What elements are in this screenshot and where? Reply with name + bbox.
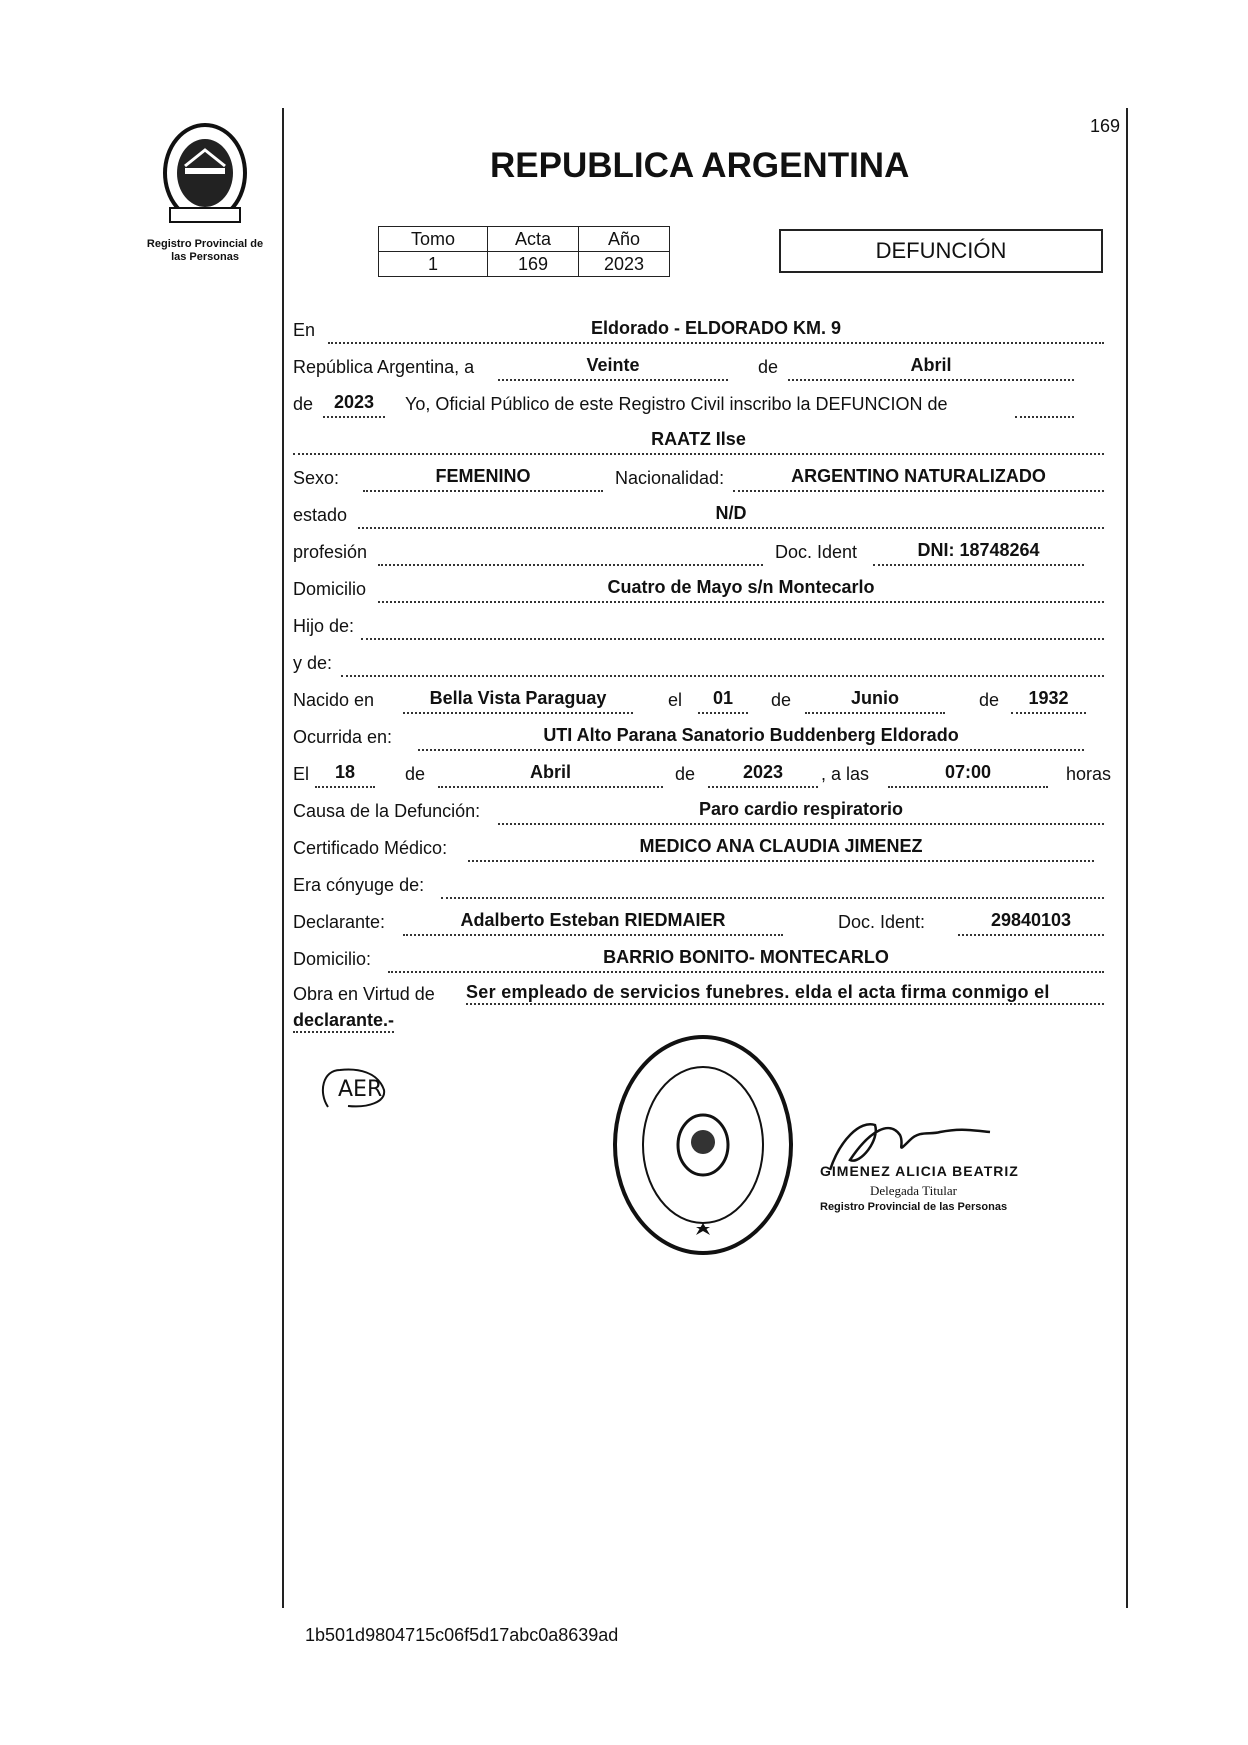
yde-label: y de: bbox=[293, 653, 333, 673]
acta-value: 169 bbox=[488, 252, 579, 277]
decl-doc-label: Doc. Ident: bbox=[838, 912, 926, 932]
el-death-label: El bbox=[293, 764, 310, 784]
declarante-label: Declarante: bbox=[293, 912, 386, 932]
yo-text: Yo, Oficial Público de este Registro Civil inscribo la DEFUNCION de bbox=[405, 394, 948, 414]
obra-label: Obra en Virtud de bbox=[293, 984, 435, 1004]
row-en bbox=[293, 318, 1104, 348]
row-declarante bbox=[293, 910, 1104, 940]
obra-value: Ser empleado de servicios funebres. elda el acta firma conmigo el bbox=[466, 982, 1104, 1005]
sexo-label: Sexo: bbox=[293, 468, 340, 488]
registry-caption: Registro Provincial de las Personas bbox=[146, 238, 264, 263]
domicilio2-label: Domicilio: bbox=[293, 949, 372, 969]
nacido-label: Nacido en bbox=[293, 690, 375, 710]
domicilio-label: Domicilio bbox=[293, 579, 367, 599]
row-conyuge bbox=[293, 873, 1104, 903]
republica-label: República Argentina, a bbox=[293, 357, 475, 377]
death-day-value: 18 bbox=[334, 762, 356, 782]
causa-label: Causa de la Defunción: bbox=[293, 801, 481, 821]
row-obra bbox=[293, 982, 1104, 1012]
row-causa bbox=[293, 799, 1104, 829]
month-value: Abril bbox=[910, 355, 952, 375]
row-name bbox=[293, 429, 1104, 459]
row-yde bbox=[293, 651, 1104, 681]
signer-role: Delegada Titular bbox=[870, 1183, 958, 1198]
estado-label: estado bbox=[293, 505, 348, 525]
row-yo bbox=[293, 392, 1104, 422]
right-border-line bbox=[1126, 108, 1128, 1608]
row-nacido bbox=[293, 688, 1104, 718]
obra-continuation: declarante.- bbox=[293, 1010, 394, 1033]
horas-label: horas bbox=[1066, 764, 1112, 784]
row-profesion bbox=[293, 540, 1104, 570]
nacionalidad-label: Nacionalidad: bbox=[615, 468, 725, 488]
doc-ident-label: Doc. Ident bbox=[775, 542, 858, 562]
estado-value: N/D bbox=[715, 503, 747, 523]
birth-year-value: 1932 bbox=[1028, 688, 1069, 708]
anio-value: 2023 bbox=[579, 252, 670, 277]
handwritten-initials bbox=[318, 1062, 398, 1112]
hijo-label: Hijo de: bbox=[293, 616, 355, 636]
signer-org: Registro Provincial de las Personas bbox=[820, 1201, 1008, 1213]
left-border-line bbox=[282, 108, 284, 1608]
row-ocurrida bbox=[293, 725, 1104, 755]
official-stamp bbox=[608, 1030, 798, 1260]
country-title: REPUBLICA ARGENTINA bbox=[490, 146, 910, 185]
document-hash: 1b501d9804715c06f5d17abc0a8639ad bbox=[305, 1625, 619, 1645]
deceased-name: RAATZ Ilse bbox=[651, 429, 746, 449]
alas-label: , a las bbox=[821, 764, 870, 784]
causa-value: Paro cardio respiratorio bbox=[698, 799, 904, 819]
ocurrida-label: Ocurrida en: bbox=[293, 727, 393, 747]
profesion-label: profesión bbox=[293, 542, 368, 562]
tomo-value: 1 bbox=[379, 252, 488, 277]
death-month-value: Abril bbox=[529, 762, 571, 782]
page-number: 169 bbox=[1090, 116, 1121, 136]
birthplace-value: Bella Vista Paraguay bbox=[429, 688, 607, 708]
domicilio2-value: BARRIO BONITO- MONTECARLO bbox=[603, 947, 889, 967]
sexo-value: FEMENINO bbox=[435, 466, 531, 486]
row-domicilio bbox=[293, 577, 1104, 607]
ocurrida-value: UTI Alto Parana Sanatorio Buddenberg Eldorado bbox=[543, 725, 959, 745]
acta-header: Acta bbox=[488, 227, 579, 252]
svg-text:AER: AER bbox=[338, 1077, 383, 1102]
nacionalidad-value: ARGENTINO NATURALIZADO bbox=[791, 466, 1046, 486]
birth-month-value: Junio bbox=[851, 688, 899, 708]
row-date bbox=[293, 355, 1104, 385]
domicilio-value: Cuatro de Mayo s/n Montecarlo bbox=[607, 577, 875, 597]
anio-header: Año bbox=[579, 227, 670, 252]
death-time-value: 07:00 bbox=[944, 762, 992, 782]
row-sexo bbox=[293, 466, 1104, 496]
signer-name: GIMENEZ ALICIA BEATRIZ bbox=[820, 1163, 1019, 1179]
row-domicilio2 bbox=[293, 947, 1104, 977]
death-year-value: 2023 bbox=[742, 762, 784, 782]
de-label: de bbox=[758, 357, 779, 377]
year-value: 2023 bbox=[333, 392, 375, 412]
decl-doc-value: 29840103 bbox=[990, 910, 1072, 930]
place-value: Eldorado - ELDORADO KM. 9 bbox=[590, 318, 841, 338]
de-death-year-label: de bbox=[675, 764, 696, 784]
de-birth-year-label: de bbox=[979, 690, 1000, 710]
record-type-box: DEFUNCIÓN bbox=[779, 229, 1103, 273]
row-estado bbox=[293, 503, 1104, 533]
birth-day-value: 01 bbox=[712, 688, 734, 708]
declarante-value: Adalberto Esteban RIEDMAIER bbox=[460, 910, 726, 930]
de-birth-month-label: de bbox=[771, 690, 792, 710]
reference-table bbox=[378, 226, 670, 277]
row-death-date bbox=[293, 762, 1112, 792]
doc-ident-value: DNI: 18748264 bbox=[917, 540, 1040, 560]
day-words-value: Veinte bbox=[586, 355, 640, 375]
certificado-label: Certificado Médico: bbox=[293, 838, 448, 858]
conyuge-label: Era cónyuge de: bbox=[293, 875, 425, 895]
en-label: En bbox=[293, 320, 316, 340]
provincial-emblem bbox=[150, 118, 260, 228]
tomo-header: Tomo bbox=[379, 227, 488, 252]
row-hijo bbox=[293, 614, 1104, 644]
el-label: el bbox=[668, 690, 683, 710]
de-year-label: de bbox=[293, 394, 314, 414]
de-death-month-label: de bbox=[405, 764, 426, 784]
row-certificado bbox=[293, 836, 1104, 866]
certificado-value: MEDICO ANA CLAUDIA JIMENEZ bbox=[639, 836, 923, 856]
